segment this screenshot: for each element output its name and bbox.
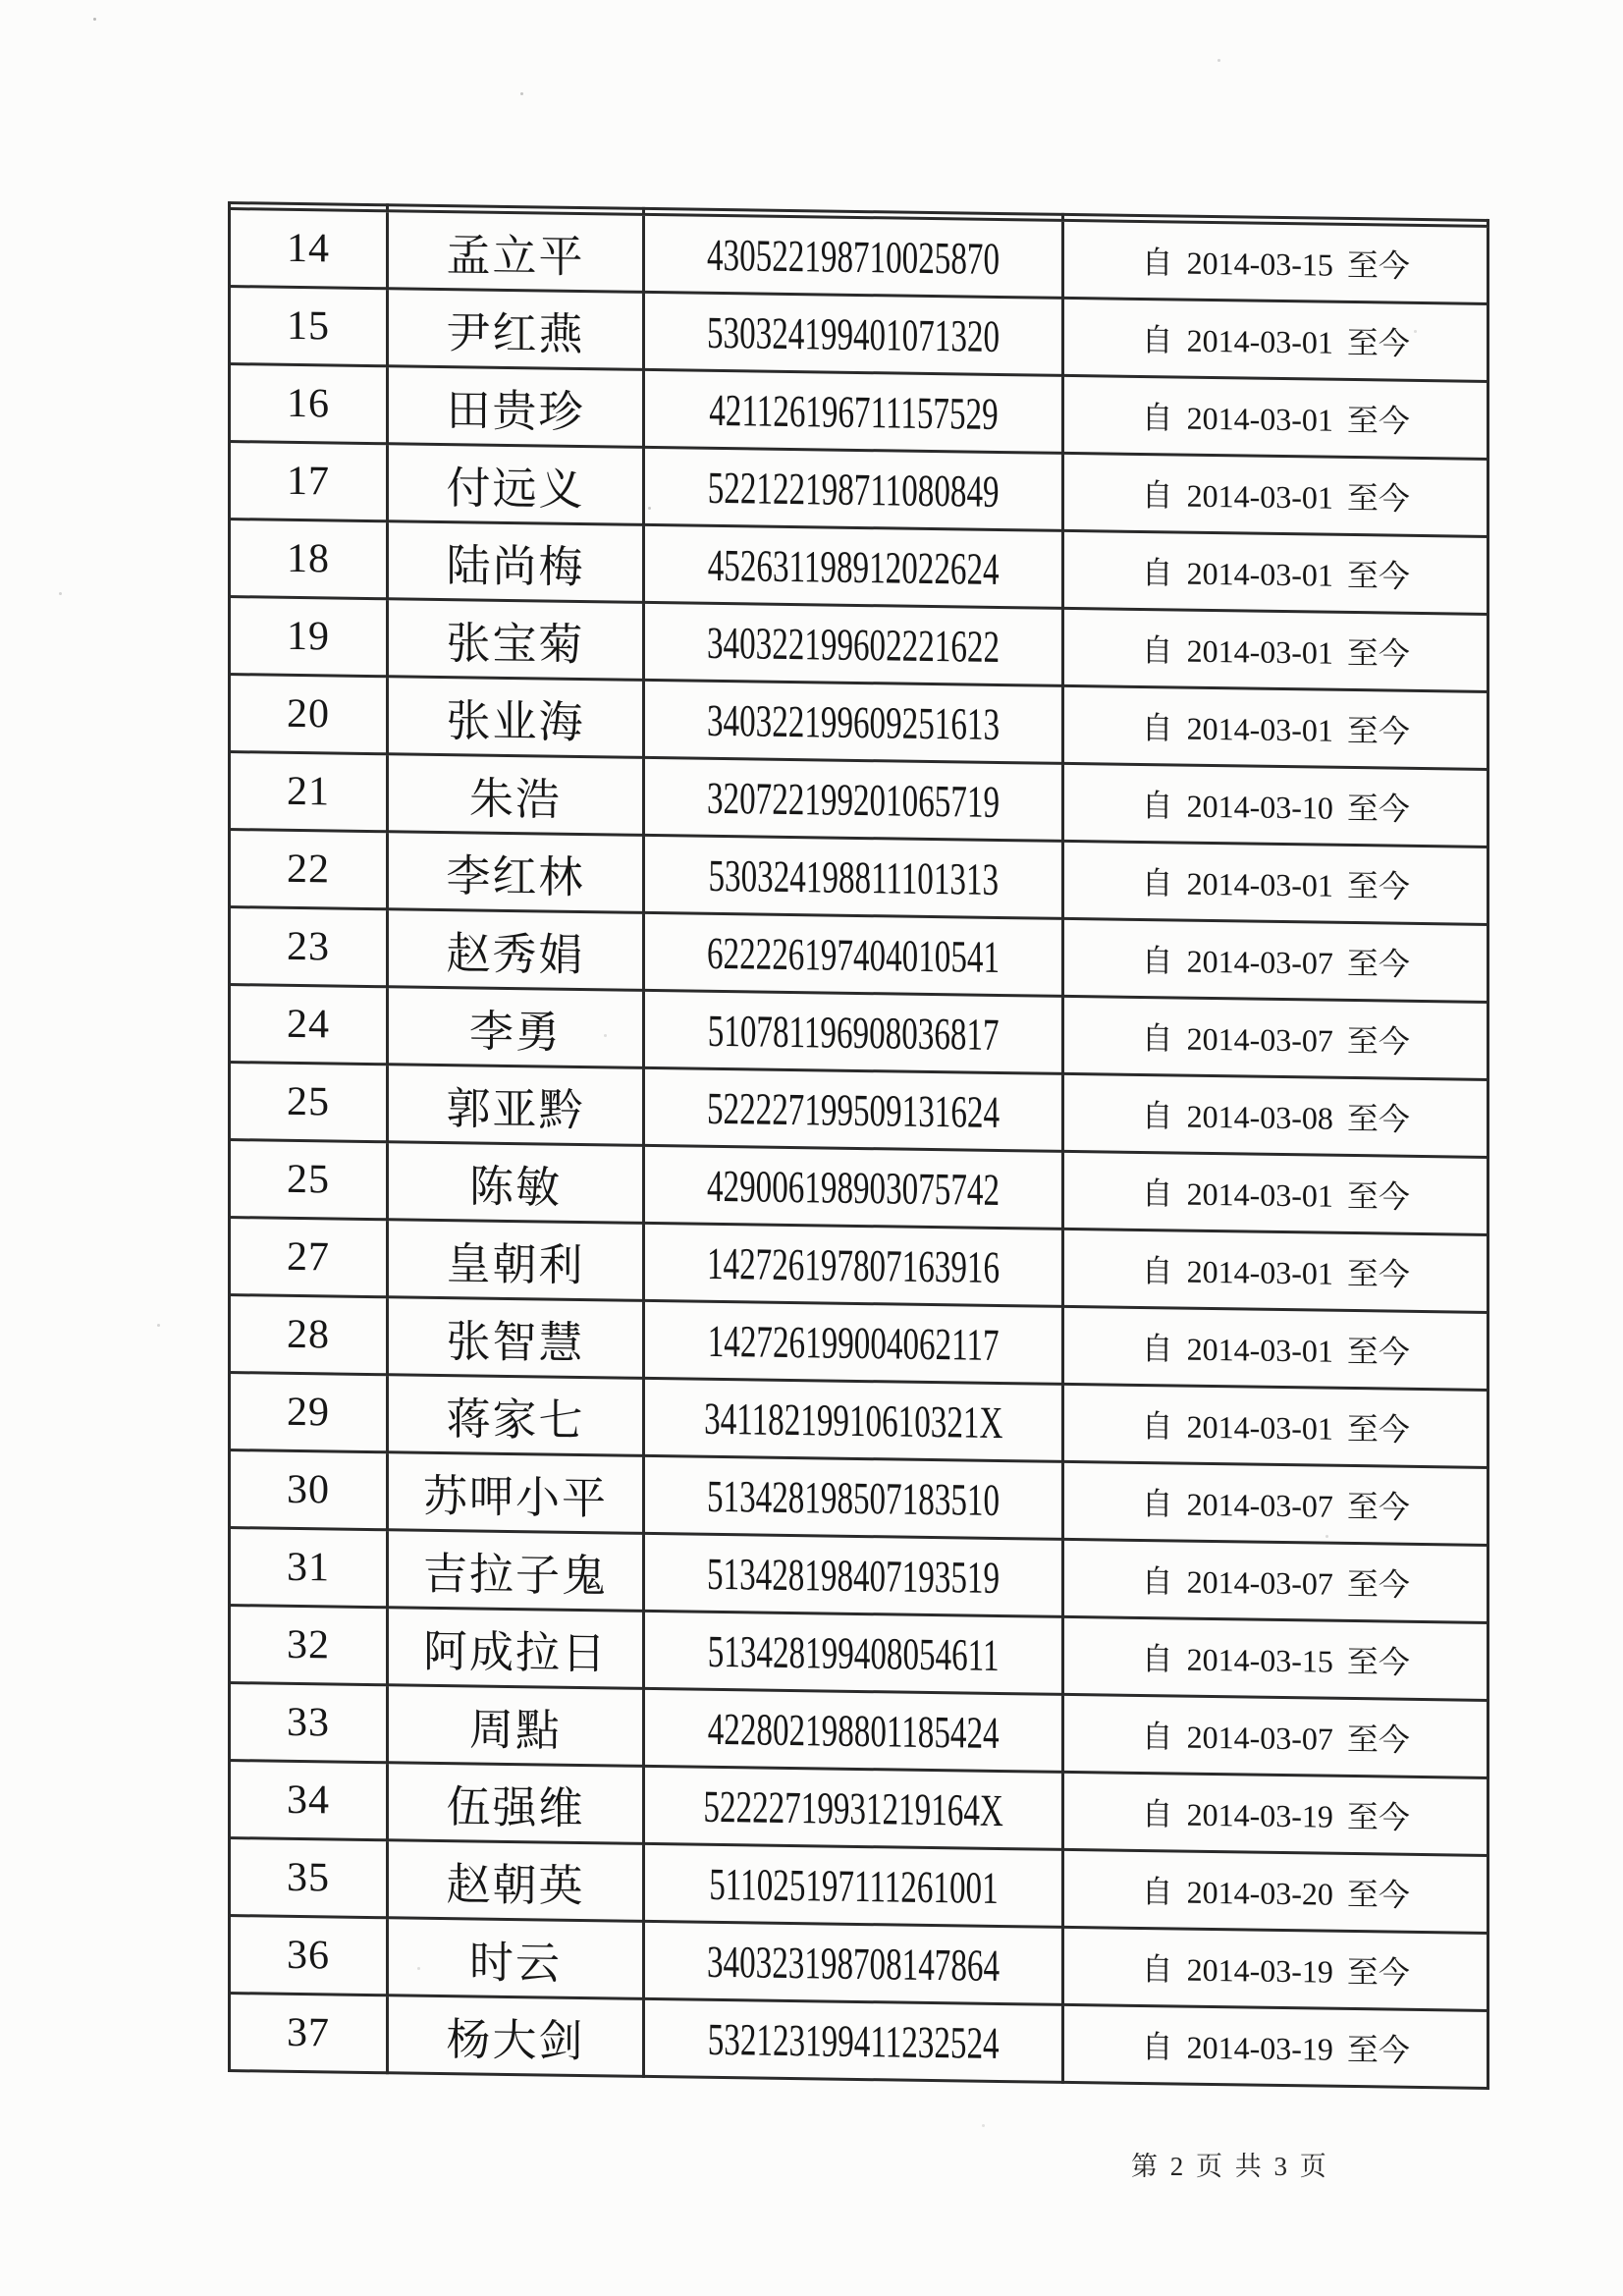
- person-name-cell: 伍强维: [388, 1763, 644, 1844]
- id-number-text: 511025197111261001: [708, 1858, 999, 1913]
- person-name-cell: 赵朝英: [388, 1840, 644, 1922]
- id-number-cell: [644, 524, 1063, 608]
- id-number-text: 34118219910610321X: [704, 1393, 1003, 1448]
- period-cell: [1063, 1539, 1488, 1622]
- scan-noise-specks: [93, 18, 96, 21]
- period-text: 自 2014-03-01 至今: [1141, 476, 1410, 517]
- id-number-cell: [644, 1688, 1063, 1772]
- person-name-cell: 皇朝利: [388, 1220, 644, 1301]
- id-number-text: 340323198708147864: [707, 1936, 1001, 1991]
- period-cell: [1063, 1306, 1488, 1390]
- period-text: 自 2014-03-15 至今: [1141, 1640, 1410, 1680]
- id-number-text: 513428199408054611: [707, 1625, 1000, 1680]
- period-text: 自 2014-03-01 至今: [1141, 321, 1410, 361]
- period-cell: [1063, 1616, 1488, 1700]
- roster-table: [228, 201, 1489, 2090]
- period-text: 自 2014-03-01 至今: [1141, 631, 1410, 672]
- id-number-cell: [644, 1611, 1063, 1694]
- period-text: 自 2014-03-07 至今: [1141, 1485, 1410, 1525]
- period-text: 自 2014-03-15 至今: [1141, 244, 1410, 284]
- period-cell: [1063, 1151, 1488, 1234]
- id-number-cell: [644, 292, 1063, 375]
- period-cell: [1063, 685, 1488, 769]
- table-row: [230, 1994, 1488, 2089]
- period-text: 自 2014-03-01 至今: [1141, 1175, 1410, 1215]
- row-number-cell: 37: [230, 1994, 388, 2073]
- id-number-text: 513428198407193519: [707, 1548, 1001, 1603]
- person-name-cell: 时云: [388, 1918, 644, 1999]
- period-text: 自 2014-03-07 至今: [1141, 1562, 1410, 1603]
- id-number-text: 513428198507183510: [707, 1470, 1001, 1525]
- period-text: 自 2014-03-07 至今: [1141, 1718, 1410, 1758]
- row-number-cell: 35: [230, 1838, 388, 1918]
- period-cell: [1063, 841, 1488, 924]
- id-number-cell: [644, 1455, 1063, 1539]
- period-text: 自 2014-03-10 至今: [1141, 787, 1410, 827]
- person-name-cell: 杨大剑: [388, 1995, 644, 2077]
- id-number-cell: [644, 602, 1063, 685]
- period-cell: [1063, 375, 1488, 459]
- id-number-text: 452631198912022624: [707, 539, 1000, 594]
- period-text: 自 2014-03-07 至今: [1141, 942, 1410, 982]
- id-number-text: 142726199004062117: [707, 1315, 1000, 1370]
- id-number-cell: [644, 1378, 1063, 1461]
- period-cell: [1063, 1772, 1488, 1855]
- id-number-cell: [644, 369, 1063, 453]
- period-cell: [1063, 220, 1488, 303]
- id-number-text: 530324198811101313: [708, 849, 999, 904]
- row-number-cell: 36: [230, 1916, 388, 1995]
- id-number-text: 429006198903075742: [707, 1160, 1001, 1215]
- period-cell: [1063, 918, 1488, 1002]
- id-number-text: 422802198801185424: [707, 1703, 1000, 1758]
- period-text: 自 2014-03-01 至今: [1141, 554, 1410, 594]
- id-number-text: 52222719931219164X: [703, 1780, 1003, 1835]
- id-number-cell: [644, 1300, 1063, 1384]
- id-number-cell: [644, 214, 1063, 298]
- person-name-cell: 尹红燕: [388, 289, 644, 370]
- row-number-cell: 32: [230, 1606, 388, 1685]
- row-number-cell: 21: [230, 752, 388, 832]
- row-number-cell: 27: [230, 1218, 388, 1297]
- period-cell: [1063, 1229, 1488, 1312]
- period-text: 自 2014-03-07 至今: [1141, 1019, 1410, 1060]
- row-number-cell: 33: [230, 1683, 388, 1763]
- id-number-cell: [644, 990, 1063, 1073]
- period-text: 自 2014-03-01 至今: [1141, 864, 1410, 904]
- period-text: 自 2014-03-01 至今: [1141, 1252, 1410, 1292]
- period-cell: [1063, 1384, 1488, 1467]
- person-name-cell: 张智慧: [388, 1297, 644, 1379]
- person-name-cell: 田贵珍: [388, 366, 644, 448]
- period-text: 自 2014-03-19 至今: [1141, 2028, 1410, 2068]
- period-text: 自 2014-03-01 至今: [1141, 1330, 1410, 1370]
- person-name-cell: 苏呷小平: [388, 1452, 644, 1534]
- id-number-cell: [644, 757, 1063, 841]
- id-number-text: 522227199509131624: [707, 1082, 1001, 1137]
- period-cell: [1063, 298, 1488, 381]
- period-cell: [1063, 1461, 1488, 1545]
- id-number-cell: [644, 1766, 1063, 1849]
- row-number-cell: 25: [230, 1063, 388, 1142]
- row-number-cell: 18: [230, 519, 388, 599]
- row-number-cell: 24: [230, 985, 388, 1065]
- id-number-text: 142726197807163916: [707, 1237, 1001, 1292]
- id-number-cell: [644, 835, 1063, 918]
- period-text: 自 2014-03-01 至今: [1141, 1407, 1410, 1448]
- roster-table-body: [230, 203, 1488, 2089]
- id-number-cell: [644, 1998, 1063, 2082]
- row-number-cell: 34: [230, 1761, 388, 1840]
- id-number-cell: [644, 1533, 1063, 1616]
- person-name-cell: 郭亚黔: [388, 1065, 644, 1146]
- row-number-cell: 31: [230, 1528, 388, 1608]
- id-number-text: 510781196908036817: [707, 1005, 1000, 1060]
- id-number-text: 320722199201065719: [707, 772, 1001, 827]
- period-cell: [1063, 608, 1488, 691]
- row-number-cell: 14: [230, 209, 388, 289]
- person-name-cell: 蒋家七: [388, 1375, 644, 1456]
- row-number-cell: 30: [230, 1450, 388, 1530]
- row-number-cell: 25: [230, 1140, 388, 1220]
- row-number-cell: 23: [230, 907, 388, 987]
- period-text: 自 2014-03-19 至今: [1141, 1795, 1410, 1835]
- period-cell: [1063, 1073, 1488, 1157]
- person-name-cell: 李勇: [388, 987, 644, 1068]
- person-name-cell: 阿成拉日: [388, 1608, 644, 1689]
- id-number-text: 522122198711080849: [707, 462, 1000, 517]
- period-cell: [1063, 453, 1488, 536]
- person-name-cell: 张业海: [388, 677, 644, 758]
- person-name-cell: 付远义: [388, 444, 644, 525]
- id-number-cell: [644, 1145, 1063, 1229]
- person-name-cell: 张宝菊: [388, 599, 644, 681]
- period-text: 自 2014-03-01 至今: [1141, 399, 1410, 439]
- person-name-cell: 赵秀娟: [388, 909, 644, 991]
- row-number-cell: 29: [230, 1373, 388, 1452]
- id-number-text: 340322199602221622: [707, 617, 1001, 672]
- row-number-cell: 16: [230, 364, 388, 444]
- person-name-cell: 朱浩: [388, 754, 644, 836]
- row-number-cell: 20: [230, 675, 388, 754]
- id-number-cell: [644, 1067, 1063, 1151]
- person-name-cell: 陆尚梅: [388, 521, 644, 603]
- period-cell: [1063, 530, 1488, 614]
- person-name-cell: 吉拉子鬼: [388, 1530, 644, 1612]
- id-number-cell: [644, 447, 1063, 530]
- period-text: 自 2014-03-08 至今: [1141, 1097, 1410, 1137]
- period-text: 自 2014-03-19 至今: [1141, 1950, 1410, 1991]
- id-number-text: 530324199401071320: [707, 306, 1001, 361]
- id-number-text: 622226197404010541: [707, 927, 1001, 982]
- row-number-cell: 28: [230, 1295, 388, 1375]
- id-number-text: 340322199609251613: [707, 694, 1001, 749]
- id-number-text: 430522198710025870: [707, 229, 1001, 284]
- person-name-cell: 陈敏: [388, 1142, 644, 1224]
- page-number-footer: 第 2 页 共 3 页: [1131, 2152, 1329, 2181]
- period-text: 自 2014-03-01 至今: [1141, 709, 1410, 749]
- period-cell: [1063, 1849, 1488, 1933]
- id-number-cell: [644, 1223, 1063, 1306]
- person-name-cell: 李红林: [388, 832, 644, 913]
- id-number-cell: [644, 680, 1063, 763]
- person-name-cell: 周點: [388, 1685, 644, 1767]
- row-number-cell: 17: [230, 442, 388, 521]
- period-cell: [1063, 2004, 1488, 2088]
- id-number-cell: [644, 912, 1063, 996]
- id-number-text: 532123199411232524: [707, 2013, 1000, 2068]
- period-cell: [1063, 1927, 1488, 2010]
- id-number-cell: [644, 1843, 1063, 1927]
- person-name-cell: 孟立平: [388, 211, 644, 293]
- id-number-cell: [644, 1921, 1063, 2004]
- row-number-cell: 15: [230, 287, 388, 366]
- period-text: 自 2014-03-20 至今: [1141, 1873, 1410, 1913]
- row-number-cell: 19: [230, 597, 388, 677]
- period-cell: [1063, 996, 1488, 1079]
- id-number-text: 421126196711157529: [708, 384, 999, 439]
- period-cell: [1063, 763, 1488, 847]
- period-cell: [1063, 1694, 1488, 1777]
- row-number-cell: 22: [230, 830, 388, 909]
